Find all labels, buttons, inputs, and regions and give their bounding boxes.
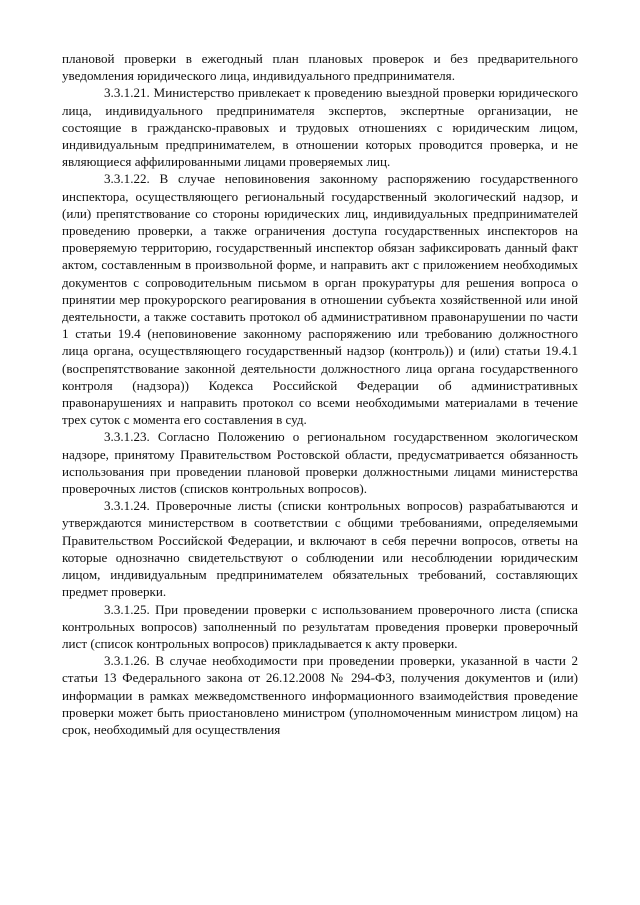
paragraph-3-3-1-26: 3.3.1.26. В случае необходимости при проведении проверки, указанной в части 2 статьи 13 Федерального закона от 26.12.2008 № 294-ФЗ, получения документов и (или) информации в рамках межведомственного информационного взаимодействия проведение проверки может быть приостановлено министром (уполномоченным министром лицом) на срок, необходимый для осуществления bbox=[62, 653, 578, 737]
paragraph-3-3-1-21: 3.3.1.21. Министерство привлекает к проведению выездной проверки юридического лица, индивидуального предпринимателя экспертов, экспертные организации, не состоящие в гражданско-правовых и трудовых отношениях с юридическим лицом, индивидуальным предпринимателем, в отношении которых проводится проверка, и не являющиеся аффилированными лицами проверяемых лиц. bbox=[62, 85, 578, 170]
paragraph-continuation: плановой проверки в ежегодный план плановых проверок и без предварительного уведомления юридического лица, индивидуального предпринимателя. bbox=[62, 51, 578, 84]
paragraph-3-3-1-25: 3.3.1.25. При проведении проверки с использованием проверочного листа (списка контрольных вопросов) заполненный по результатам проведения проверки проверочный лист (список контрольных вопросов) прикладывается к акту проверки. bbox=[62, 601, 578, 651]
paragraph-3-3-1-22: 3.3.1.22. В случае неповиновения законному распоряжению государственного инспектора, осуществляющего региональный государственный экологический надзор, и (или) препятствование со стороны юридических лиц, индивидуальных предпринимателей проведению проверки, а также ограничения доступа государственных инспекторов на проверяемую территорию, государственный инспектор обязан зафиксировать данный факт актом, составленным в произвольной форме, и направить акт с приложением необходимых документов с сопроводительным письмом в орган прокуратуры для решения вопроса о принятии мер прокурорского реагирования в отношении субъекта хозяйственной или иной деятельности, а также составить протокол об административном правонарушении по части 1 статьи 19.4 (неповиновение законному распоряжению или требованию должностного лица органа, осуществляющего государственный надзор (контроль)) и (или) статьи 19.4.1 (воспрепятствование законной деятельности должностного лица органа государственного контроля (надзора)) Кодекса Российской Федерации об административных правонарушениях и направить протокол со всеми необходимыми материалами в течение трех суток с момента его составления в суд. bbox=[62, 171, 578, 428]
paragraph-3-3-1-24: 3.3.1.24. Проверочные листы (списки контрольных вопросов) разрабатываются и утверждаются министерством в соответствии с общими требованиями, определяемыми Правительством Российской Федерации, и включают в себя перечни вопросов, ответы на которые однозначно свидетельствуют о соблюдении или несоблюдении юридическим лицом, индивидуальным предпринимателем обязательных требований, составляющих предмет проверки. bbox=[62, 498, 578, 600]
paragraph-3-3-1-23: 3.3.1.23. Согласно Положению о региональном государственном экологическом надзоре, принятому Правительством Ростовской области, предусматривается обязанность использования при проведении плановой проверки должностными лицами министерства проверочных листов (списков контрольных вопросов). bbox=[62, 429, 578, 497]
document-page bbox=[62, 50, 578, 738]
